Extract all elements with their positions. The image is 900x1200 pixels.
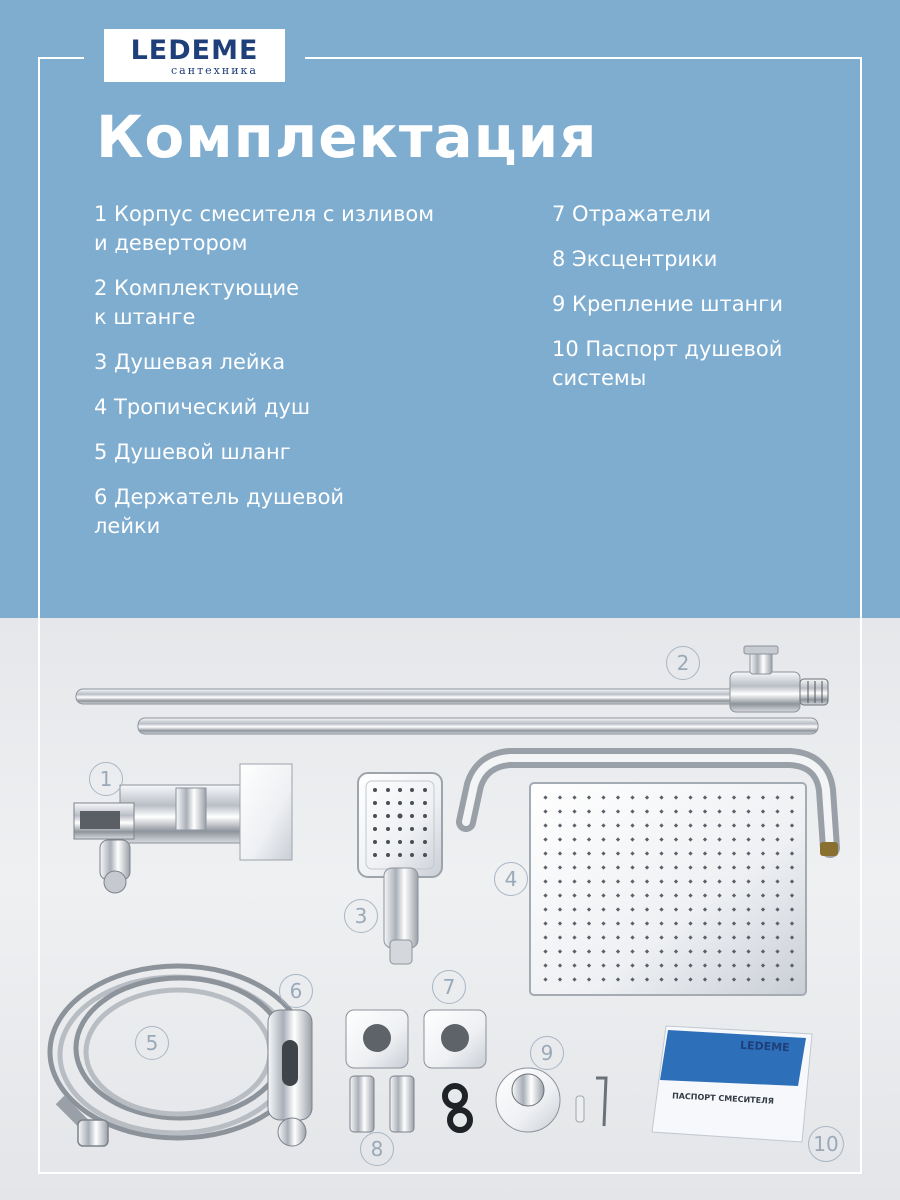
callout-4: 4 [494, 862, 528, 896]
callout-3: 3 [344, 899, 378, 933]
list-item: 9 Крепление штанги [552, 292, 783, 316]
callout-7: 7 [432, 970, 466, 1004]
callout-10: 10 [808, 1126, 844, 1162]
list-item: 10 Паспорт душевой системы [552, 337, 783, 390]
bar-mount [496, 1068, 606, 1132]
list-item: 3 Душевая лейка [94, 350, 286, 374]
shower-bar-upper [76, 646, 828, 712]
list-item: 6 Держатель душевой лейки [94, 485, 345, 538]
hand-shower [358, 773, 442, 964]
rain-shower-head [530, 783, 806, 995]
list-item: 4 Тропический душ [94, 395, 311, 419]
list-item: 2 Комплектующие к штанге [94, 276, 300, 329]
brand-logo-text: LEDEME [130, 35, 259, 66]
page-title: Комплектация [96, 103, 598, 171]
list-item: 7 Отражатели [552, 202, 712, 226]
list-item: 5 Душевой шланг [94, 440, 291, 464]
reflector-plates [346, 1010, 486, 1068]
list-item: 1 Корпус смесителя с изливом и девертором [94, 202, 435, 255]
passport-logo: LEDEME [739, 1038, 790, 1055]
list-item: 8 Эксцентрики [552, 247, 718, 271]
callout-8: 8 [360, 1132, 394, 1166]
brand-logo-subtitle: сантехника [171, 64, 258, 77]
callout-6: 6 [279, 974, 313, 1008]
eccentric-fittings [350, 1076, 470, 1132]
callout-9: 9 [530, 1036, 564, 1070]
hand-shower-holder [268, 1010, 312, 1146]
callout-2: 2 [666, 646, 700, 680]
callout-1: 1 [89, 762, 123, 796]
passport-heading: ПАСПОРТ СМЕСИТЕЛЯ [671, 1091, 775, 1106]
shower-bar-lower [138, 718, 818, 734]
callout-5: 5 [135, 1026, 169, 1060]
